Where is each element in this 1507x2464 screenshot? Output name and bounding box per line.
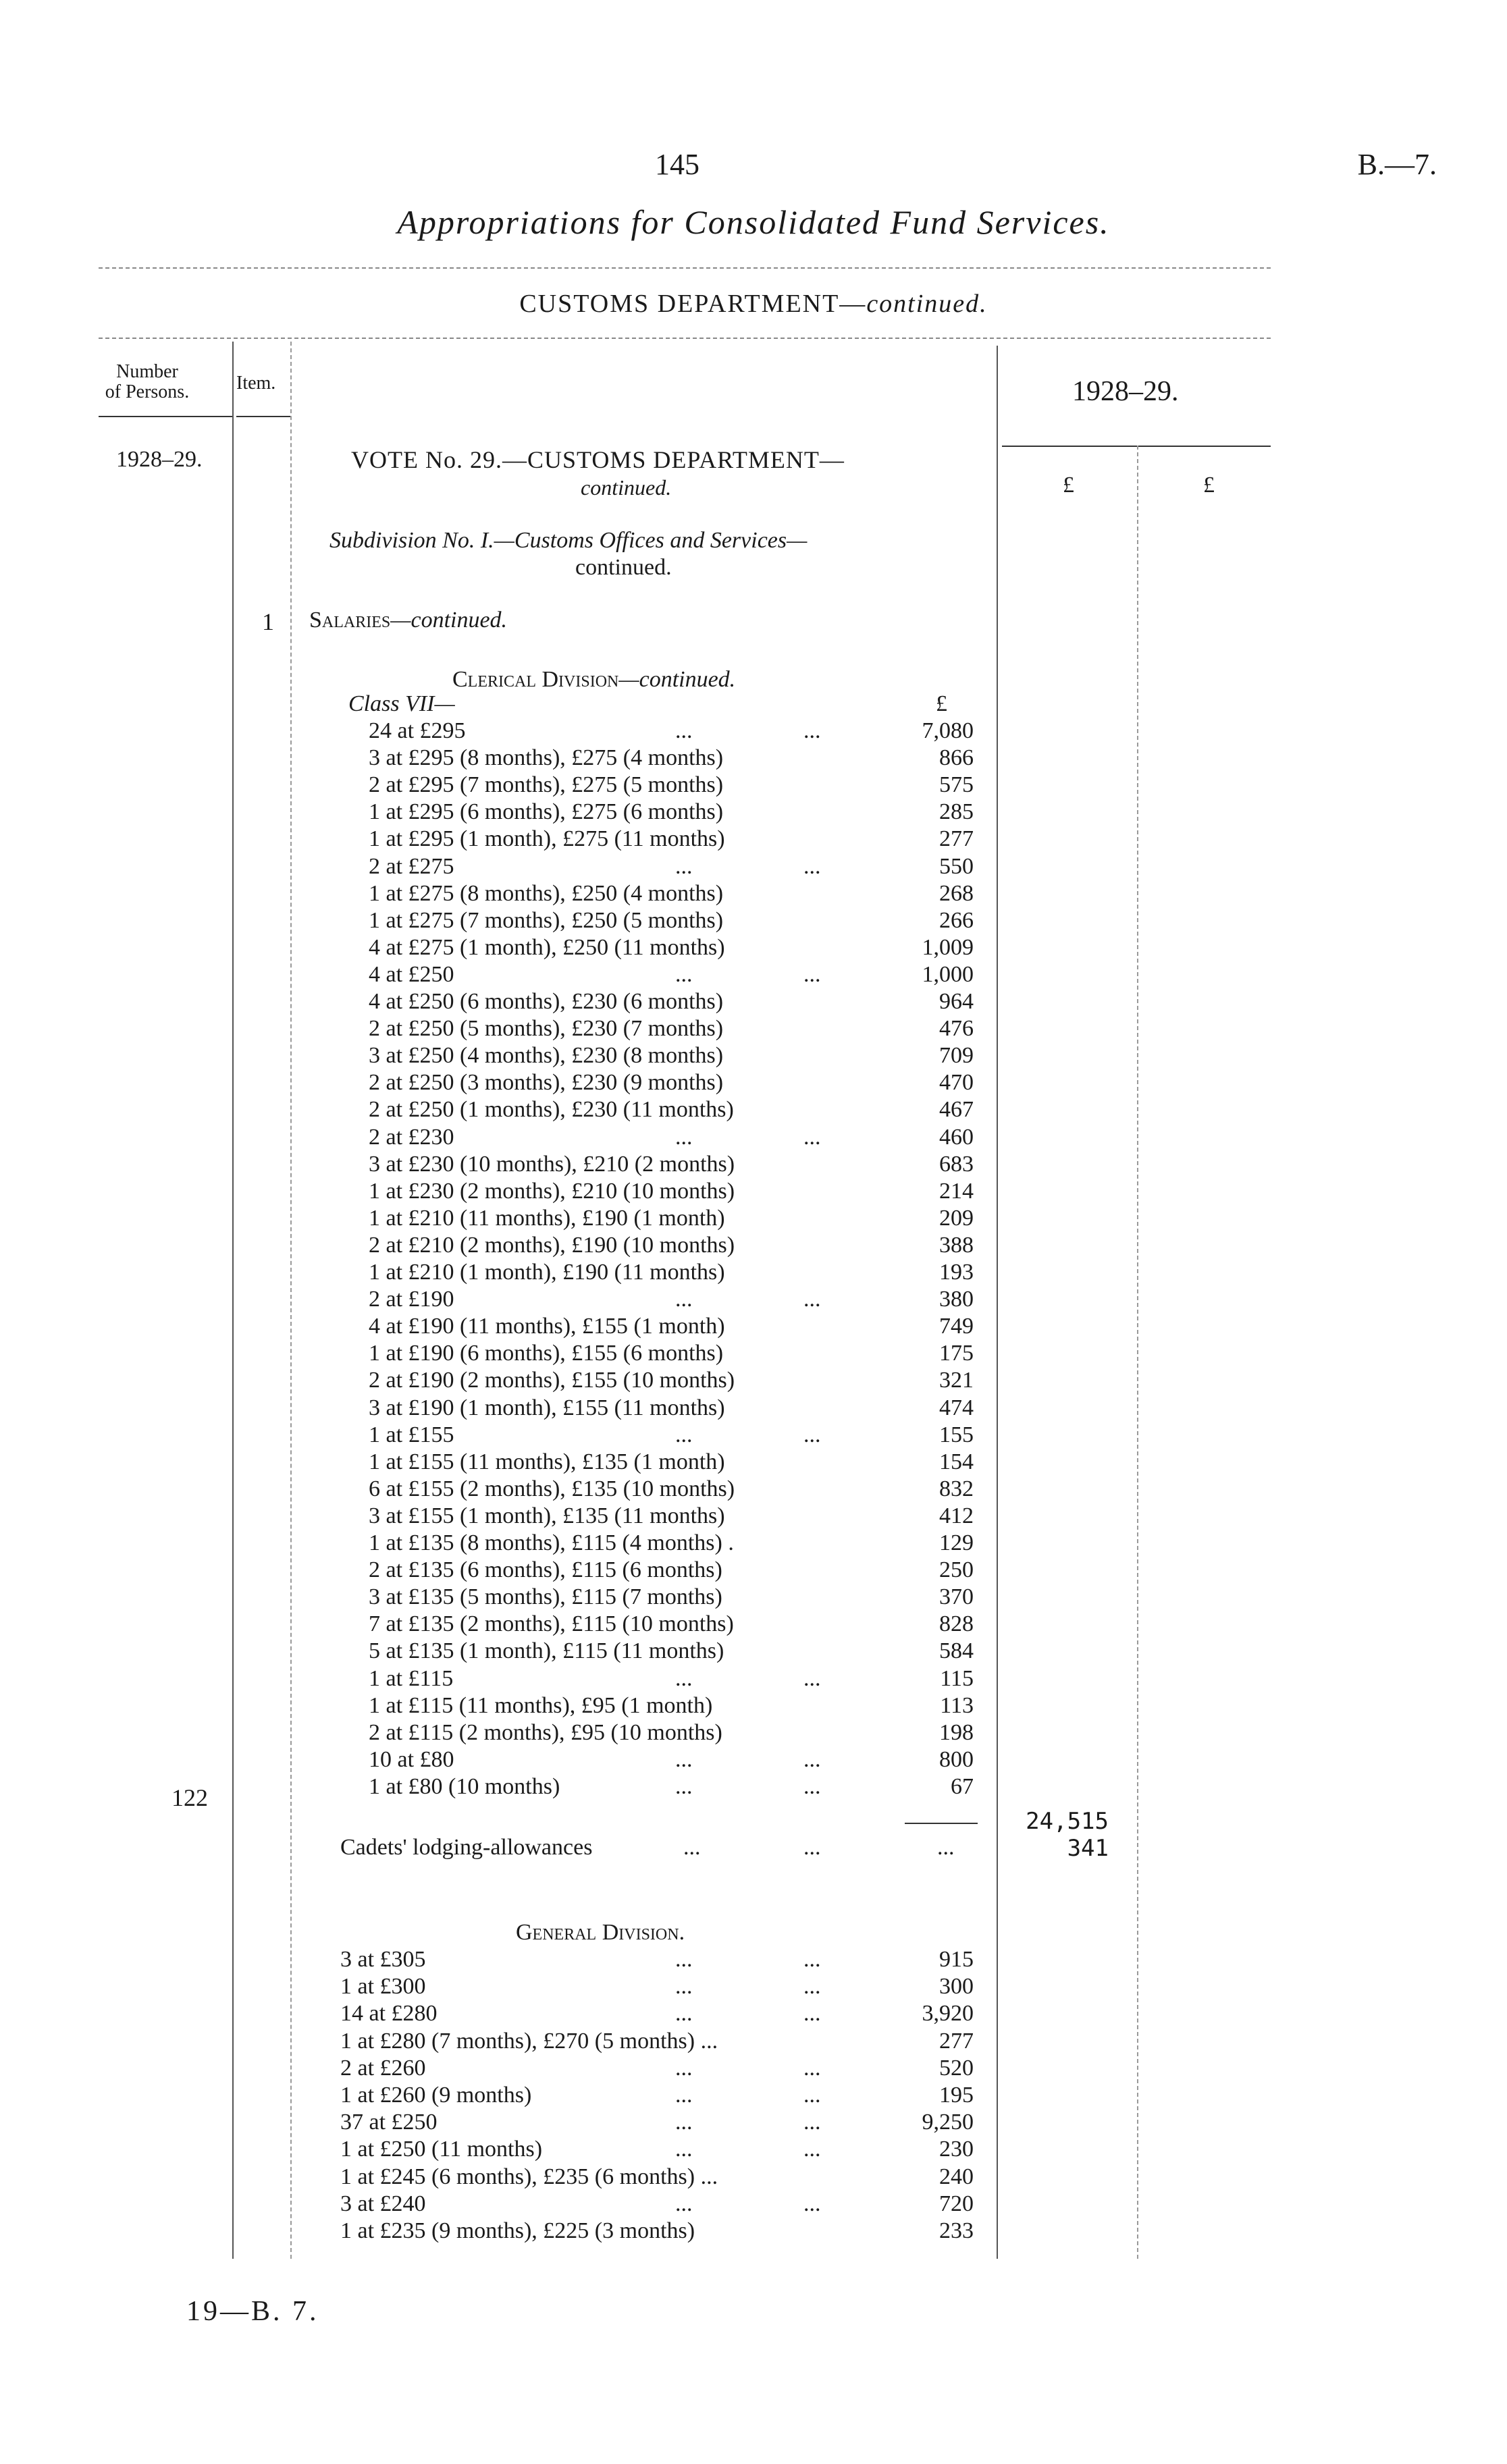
row-description: 2 at £115 (2 months), £95 (10 months)	[369, 1719, 722, 1745]
row-description: 1 at £260 (9 months)	[340, 2083, 532, 2108]
row-leader-dots: ...	[803, 1746, 821, 1772]
table-row	[0, 1530, 1507, 1557]
row-amount: 277	[939, 826, 974, 852]
row-description: 2 at £210 (2 months), £190 (10 months)	[369, 1232, 735, 1258]
table-row	[0, 1720, 1507, 1747]
table-row	[0, 1774, 1507, 1801]
vote-heading-continued: continued.	[581, 475, 672, 500]
row-amount: 720	[939, 2191, 974, 2216]
cadets-dots: ...	[683, 1835, 701, 1860]
row-leader-dots: ...	[675, 961, 693, 987]
table-row	[0, 1070, 1507, 1097]
row-amount: 67	[951, 1773, 974, 1799]
row-leader-dots: ...	[675, 1124, 693, 1150]
row-description: 2 at £250 (5 months), £230 (7 months)	[369, 1016, 724, 1042]
subdivision-heading: Subdivision No. I.—Customs Offices and Services—	[329, 528, 808, 553]
row-amount: 575	[939, 772, 974, 798]
row-amount: 113	[940, 1692, 974, 1718]
row-description: 1 at £115 (11 months), £95 (1 month)	[369, 1692, 713, 1718]
row-amount: 474	[939, 1395, 974, 1420]
row-description: 1 at £235 (9 months), £225 (3 months)	[340, 2218, 695, 2243]
row-amount: 388	[939, 1232, 974, 1258]
table-row	[0, 1638, 1507, 1665]
column-header-year: 1928–29.	[1072, 376, 1179, 407]
table-row	[0, 772, 1507, 799]
row-description: 1 at £300	[340, 1974, 426, 2000]
table-row	[0, 1584, 1507, 1611]
row-leader-dots: ...	[803, 1124, 821, 1150]
row-leader-dots: ...	[803, 853, 821, 879]
table-row	[0, 1287, 1507, 1314]
row-description: 2 at £190 (2 months), £155 (10 months)	[369, 1368, 735, 1393]
row-amount: 233	[939, 2218, 974, 2243]
row-amount: 193	[939, 1260, 974, 1285]
row-description: 10 at £80	[369, 1746, 454, 1772]
clerical-division-heading	[452, 667, 735, 693]
row-amount: 214	[939, 1178, 974, 1204]
row-amount: 1,009	[922, 934, 974, 960]
cadets-dots-2: ...	[803, 1835, 821, 1860]
table-row	[0, 1947, 1507, 1974]
row-leader-dots: ...	[675, 2083, 693, 2108]
subdivision-continued: continued.	[575, 555, 672, 580]
year-header-rule	[1002, 446, 1271, 447]
row-amount: 195	[939, 2083, 974, 2108]
row-description: 3 at £295 (8 months), £275 (4 months)	[369, 745, 724, 771]
row-amount: 277	[939, 2028, 974, 2054]
column-header-persons-line2: of Persons.	[105, 381, 190, 402]
pound-symbol-column: £	[936, 691, 947, 716]
table-row	[0, 799, 1507, 826]
row-leader-dots: ...	[675, 2001, 693, 2027]
row-amount: 412	[939, 1503, 974, 1528]
table-row	[0, 908, 1507, 935]
pound-symbol-amounts: £	[1063, 473, 1074, 498]
row-leader-dots: ...	[675, 1746, 693, 1772]
clerical-subtotal: 24,515	[1026, 1808, 1109, 1835]
row-leader-dots: ...	[675, 2137, 693, 2162]
row-amount: 520	[939, 2055, 974, 2081]
row-description: 2 at £275	[369, 853, 454, 879]
table-row	[0, 718, 1507, 745]
table-row	[0, 1043, 1507, 1070]
row-leader-dots: ...	[675, 1287, 693, 1312]
row-amount: 915	[939, 1947, 974, 1972]
row-amount: 9,250	[922, 2110, 974, 2135]
row-description: 1 at £245 (6 months), £235 (6 months) ...	[340, 2164, 718, 2189]
column-header-persons-line1: Number	[116, 361, 178, 382]
row-amount: 175	[939, 1341, 974, 1366]
row-leader-dots: ...	[675, 1974, 693, 2000]
row-description: 3 at £305	[340, 1947, 426, 1972]
row-leader-dots: ...	[803, 1974, 821, 2000]
row-leader-dots: ...	[675, 1422, 693, 1447]
row-description: 3 at £155 (1 month), £135 (11 months)	[369, 1503, 725, 1528]
row-description: 1 at £230 (2 months), £210 (10 months)	[369, 1178, 735, 1204]
table-row	[0, 1974, 1507, 2001]
row-description: 4 at £190 (11 months), £155 (1 month)	[369, 1314, 725, 1339]
row-description: 3 at £240	[340, 2191, 426, 2216]
row-leader-dots: ...	[803, 1422, 821, 1447]
row-amount: 129	[939, 1530, 974, 1555]
sum-rule	[905, 1823, 978, 1824]
row-description: 2 at £260	[340, 2055, 426, 2081]
row-description: 2 at £230	[369, 1124, 454, 1150]
row-description: 3 at £230 (10 months), £210 (2 months)	[369, 1151, 735, 1177]
row-description: 7 at £135 (2 months), £115 (10 months)	[369, 1611, 734, 1637]
row-leader-dots: ...	[675, 718, 693, 743]
row-leader-dots: ...	[675, 2191, 693, 2216]
table-row	[0, 2191, 1507, 2218]
table-row	[0, 1368, 1507, 1395]
row-description: 3 at £250 (4 months), £230 (8 months)	[369, 1043, 724, 1069]
table-row	[0, 1693, 1507, 1720]
row-amount: 683	[939, 1151, 974, 1177]
row-amount: 154	[939, 1449, 974, 1474]
table-row	[0, 2029, 1507, 2056]
table-row	[0, 1260, 1507, 1287]
table-row	[0, 1557, 1507, 1584]
row-amount: 550	[939, 853, 974, 879]
row-amount: 266	[939, 907, 974, 933]
row-amount: 709	[939, 1043, 974, 1069]
general-division-heading: General Division.	[516, 1920, 685, 1945]
column-header-item: Item.	[236, 373, 276, 394]
footer-signature: 19—B. 7.	[186, 2296, 319, 2327]
salaries-heading	[309, 608, 507, 633]
row-description: 14 at £280	[340, 2001, 438, 2027]
row-amount: 467	[939, 1097, 974, 1123]
row-description: 1 at £210 (11 months), £190 (1 month)	[369, 1205, 725, 1231]
title-rule	[99, 267, 1271, 269]
row-description: 2 at £190	[369, 1287, 454, 1312]
page-title: Appropriations for Consolidated Fund Services.	[397, 203, 1110, 241]
page-number: 145	[655, 148, 699, 181]
row-amount: 209	[939, 1205, 974, 1231]
row-description: 1 at £295 (1 month), £275 (11 months)	[369, 826, 725, 852]
table-row	[0, 1611, 1507, 1638]
row-description: 24 at £295	[369, 718, 466, 743]
row-amount: 115	[940, 1665, 974, 1691]
row-leader-dots: ...	[803, 961, 821, 987]
table-row	[0, 935, 1507, 962]
row-description: 1 at £115	[369, 1665, 454, 1691]
row-amount: 300	[939, 1974, 974, 2000]
row-amount: 749	[939, 1314, 974, 1339]
row-amount: 800	[939, 1746, 974, 1772]
row-leader-dots: ...	[675, 2110, 693, 2135]
persons-year-label: 1928–29.	[116, 447, 203, 472]
row-amount: 240	[939, 2164, 974, 2189]
row-leader-dots: ...	[675, 853, 693, 879]
row-amount: 198	[939, 1719, 974, 1745]
row-leader-dots: ...	[803, 1947, 821, 1972]
row-amount: 866	[939, 745, 974, 771]
row-description: 2 at £295 (7 months), £275 (5 months)	[369, 772, 724, 798]
table-row	[0, 1395, 1507, 1422]
table-row	[0, 2110, 1507, 2137]
row-description: 37 at £250	[340, 2110, 438, 2135]
row-leader-dots: ...	[803, 2055, 821, 2081]
row-amount: 285	[939, 799, 974, 825]
table-row	[0, 2164, 1507, 2191]
row-description: 1 at £210 (1 month), £190 (11 months)	[369, 1260, 725, 1285]
row-leader-dots: ...	[675, 1773, 693, 1799]
column-header-persons	[80, 362, 215, 402]
row-description: 3 at £190 (1 month), £155 (11 months)	[369, 1395, 725, 1420]
item-number: 1	[262, 608, 274, 635]
table-row	[0, 1179, 1507, 1206]
row-amount: 321	[939, 1368, 974, 1393]
salaries-continued: —continued.	[390, 608, 508, 633]
row-leader-dots: ...	[803, 2083, 821, 2108]
row-description: 5 at £135 (1 month), £115 (11 months)	[369, 1638, 724, 1664]
table-row	[0, 1476, 1507, 1503]
table-row	[0, 1747, 1507, 1774]
table-row	[0, 1314, 1507, 1341]
table-row	[0, 1503, 1507, 1530]
cadets-dots-3: ...	[937, 1835, 955, 1860]
table-row	[0, 2218, 1507, 2245]
row-description: 1 at £155	[369, 1422, 454, 1447]
row-amount: 230	[939, 2137, 974, 2162]
row-description: 1 at £275 (7 months), £250 (5 months)	[369, 907, 724, 933]
row-leader-dots: ...	[803, 2137, 821, 2162]
row-description: 4 at £250	[369, 961, 454, 987]
row-leader-dots: ...	[675, 1665, 693, 1691]
row-description: 1 at £135 (8 months), £115 (4 months) .	[369, 1530, 734, 1555]
row-amount: 3,920	[922, 2001, 974, 2027]
row-amount: 380	[939, 1287, 974, 1312]
table-row	[0, 2056, 1507, 2083]
row-amount: 268	[939, 880, 974, 906]
cadets-row	[0, 1835, 1507, 1862]
row-leader-dots: ...	[803, 1287, 821, 1312]
row-description: 1 at £80 (10 months)	[369, 1773, 560, 1799]
row-amount: 7,080	[922, 718, 974, 743]
row-leader-dots: ...	[803, 1773, 821, 1799]
row-description: 4 at £250 (6 months), £230 (6 months)	[369, 989, 724, 1014]
persons-total: 122	[171, 1784, 208, 1811]
row-amount: 1,000	[922, 961, 974, 987]
table-row	[0, 1097, 1507, 1124]
table-row	[0, 1016, 1507, 1043]
row-leader-dots: ...	[803, 2110, 821, 2135]
class-label: Class VII—	[348, 691, 455, 716]
row-leader-dots: ...	[803, 1665, 821, 1691]
row-amount: 476	[939, 1016, 974, 1042]
table-row	[0, 1125, 1507, 1152]
table-row	[0, 881, 1507, 908]
row-description: 1 at £250 (11 months)	[340, 2137, 543, 2162]
row-description: 1 at £280 (7 months), £270 (5 months) ...	[340, 2028, 718, 2054]
salaries-label: Salaries	[309, 608, 391, 633]
row-leader-dots: ...	[675, 1947, 693, 1972]
row-amount: 828	[939, 1611, 974, 1637]
cadets-label: Cadets' lodging-allowances	[340, 1835, 593, 1860]
heading-rule	[99, 338, 1271, 339]
table-row	[0, 1422, 1507, 1449]
table-row	[0, 1152, 1507, 1179]
row-description: 1 at £275 (8 months), £250 (4 months)	[369, 880, 724, 906]
row-description: 2 at £250 (1 months), £230 (11 months)	[369, 1097, 734, 1123]
page-reference: B.—7.	[1357, 148, 1437, 181]
row-leader-dots: ...	[803, 718, 821, 743]
row-leader-dots: ...	[803, 2191, 821, 2216]
table-row	[0, 826, 1507, 853]
department-name: CUSTOMS DEPARTMENT—	[519, 290, 867, 318]
row-description: 1 at £190 (6 months), £155 (6 months)	[369, 1341, 724, 1366]
vote-heading: VOTE No. 29.—CUSTOMS DEPARTMENT—	[351, 446, 845, 473]
table-row	[0, 745, 1507, 772]
row-description: 6 at £155 (2 months), £135 (10 months)	[369, 1476, 735, 1501]
table-row	[0, 2137, 1507, 2164]
row-description: 1 at £155 (11 months), £135 (1 month)	[369, 1449, 725, 1474]
table-row	[0, 2083, 1507, 2110]
table-row	[0, 2001, 1507, 2028]
item-header-rule	[236, 416, 290, 417]
department-heading	[0, 289, 1507, 319]
row-description: 3 at £135 (5 months), £115 (7 months)	[369, 1584, 722, 1610]
row-amount: 832	[939, 1476, 974, 1501]
table-row	[0, 1449, 1507, 1476]
row-description: 1 at £295 (6 months), £275 (6 months)	[369, 799, 724, 825]
row-leader-dots: ...	[675, 2055, 693, 2081]
row-description: 2 at £135 (6 months), £115 (6 months)	[369, 1557, 722, 1583]
row-amount: 250	[939, 1557, 974, 1583]
persons-header-rule	[99, 416, 234, 417]
table-row	[0, 989, 1507, 1016]
clerical-label: Clerical Division	[452, 667, 619, 692]
row-amount: 155	[939, 1422, 974, 1447]
clerical-continued: —continued.	[618, 667, 736, 692]
table-row	[0, 1233, 1507, 1260]
table-row	[0, 1341, 1507, 1368]
row-leader-dots: ...	[803, 2001, 821, 2027]
row-description: 4 at £275 (1 month), £250 (11 months)	[369, 934, 725, 960]
row-amount: 470	[939, 1070, 974, 1096]
row-amount: 584	[939, 1638, 974, 1664]
row-description: 2 at £250 (3 months), £230 (9 months)	[369, 1070, 724, 1096]
department-continued: continued.	[866, 290, 988, 318]
row-amount: 370	[939, 1584, 974, 1610]
table-row	[0, 854, 1507, 881]
table-row	[0, 1666, 1507, 1693]
row-amount: 460	[939, 1124, 974, 1150]
pound-symbol-totals: £	[1203, 473, 1215, 498]
row-amount: 964	[939, 989, 974, 1014]
table-row	[0, 962, 1507, 989]
table-row	[0, 1206, 1507, 1233]
cadets-amount: 341	[1067, 1835, 1109, 1862]
